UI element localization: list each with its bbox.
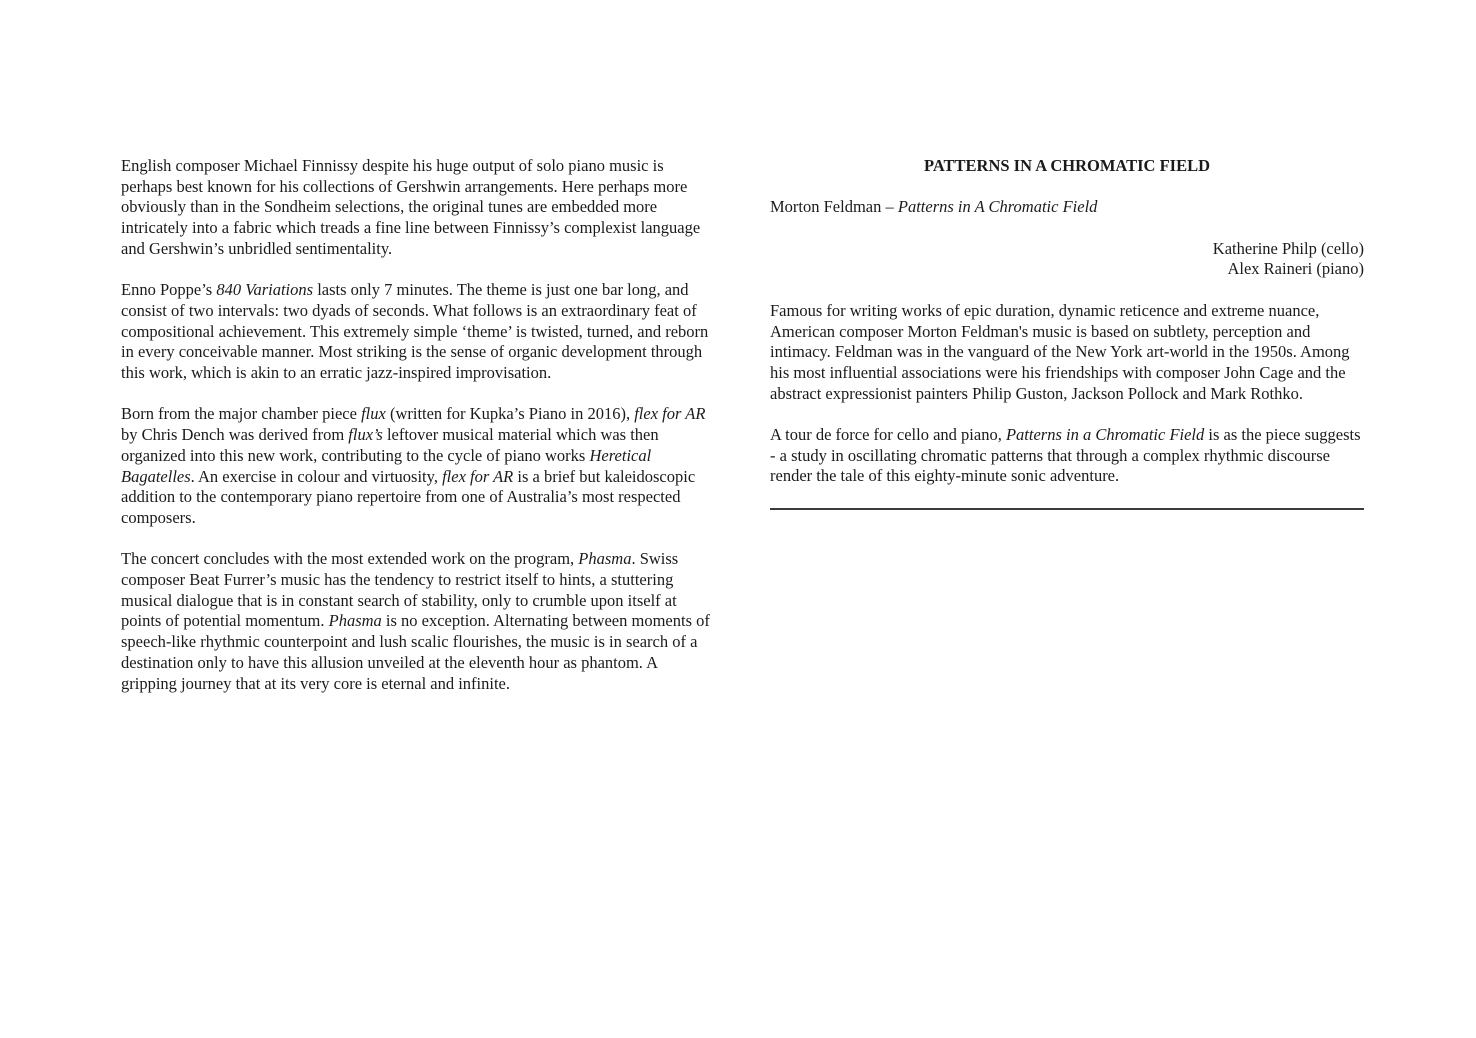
text-run: (written for Kupka’s Piano in 2016), xyxy=(385,404,635,424)
text-run: by Chris Dench was derived from xyxy=(121,425,349,445)
text-run: . An exercise in colour and virtuosity, xyxy=(190,466,443,486)
paragraph xyxy=(770,425,1364,487)
text-run: flex for AR xyxy=(442,466,514,486)
performer-piano: Alex Raineri (piano) xyxy=(1227,259,1364,279)
text-run: Heretical Bagatelles xyxy=(121,445,652,486)
paragraph xyxy=(121,280,715,384)
text-run: flex for AR xyxy=(634,404,706,424)
text-run: leftover musical material which was then organized into this new work, contributing to the cycle of piano works xyxy=(121,425,659,465)
text-run: English composer Michael Finnissy despite his huge output of solo piano music is perhaps best known for his collections of Gershwin arrangements. Here perhaps more obviously than in the Sondheim selections, the original tunes are embedded more intricately into a fabric which treads a fine line between Finnissy’s complexist language and Gershwin’s unbridled sentimentality. xyxy=(121,156,701,258)
horizontal-divider xyxy=(770,508,1364,510)
section-title: PATTERNS IN A CHROMATIC FIELD xyxy=(923,156,1211,175)
paragraph xyxy=(770,301,1364,405)
text-run: . Swiss composer Beat Furrer’s music has the tendency to restrict itself to hints, a stuttering musical dialogue that is in constant search of stability, only to crumble upon itself at points of potential momentum. xyxy=(121,549,679,631)
text-run: Phasma xyxy=(578,549,632,569)
paragraph xyxy=(121,549,715,694)
paragraph xyxy=(121,156,715,260)
text-run: lasts only 7 minutes. The theme is just one bar long, and consist of two intervals: two dyads of seconds. What follows is an extraordinary feat of compositional achievement. This extremely simple ‘theme’ is twisted, turned, and reborn in every conceivable manner. Most striking is the sense of organic development through this work, which is akin to an erratic jazz-inspired improvisation. xyxy=(121,280,709,383)
paragraph xyxy=(121,404,715,528)
text-run: Born from the major chamber piece xyxy=(121,404,362,424)
performers-block xyxy=(770,239,1364,280)
text-run: Patterns in A Chromatic Field xyxy=(897,197,1098,217)
text-run: is as the piece suggests - a study in oscillating chromatic patterns that through a complex rhythmic discourse render the tale of this eighty-minute sonic adventure. xyxy=(770,425,1361,486)
text-run: is a brief but kaleidoscopic addition to the contemporary piano repertoire from one of Australia’s most respected composers. xyxy=(121,466,696,527)
text-run: Morton Feldman – xyxy=(770,197,898,217)
text-run: Patterns in a Chromatic Field xyxy=(1005,425,1205,445)
right-column xyxy=(770,156,1364,510)
right-column-paragraphs xyxy=(770,301,1364,487)
text-run: 840 Variations xyxy=(216,280,314,300)
text-run: Phasma xyxy=(328,611,382,631)
text-run: flux xyxy=(361,404,386,424)
text-run: The concert concludes with the most extended work on the program, xyxy=(121,549,579,569)
performer-cello: Katherine Philp (cello) xyxy=(1212,238,1364,258)
text-run: is no exception. Alternating between moments of speech-like rhythmic counterpoint and lush scalic flourishes, the music is in search of a destination only to have this allusion unveiled at the eleventh hour as phantom. A gripping journey that at its very core is eternal and infinite. xyxy=(121,611,710,693)
left-column xyxy=(121,156,715,715)
work-credit-line xyxy=(770,197,1364,218)
text-run: flux’s xyxy=(348,425,383,445)
text-run: A tour de force for cello and piano, xyxy=(770,425,1006,445)
text-run: Famous for writing works of epic duration, dynamic reticence and extreme nuance, American composer Morton Feldman's music is based on subtlety, perception and intimacy. Feldman was in the vanguard of the New York art-world in the 1950s. Among his most influential associations were his friendships with composer John Cage and the abstract expressionist painters Philip Guston, Jackson Pollock and Mark Rothko. xyxy=(770,300,1350,403)
text-run: Enno Poppe’s xyxy=(121,280,217,300)
